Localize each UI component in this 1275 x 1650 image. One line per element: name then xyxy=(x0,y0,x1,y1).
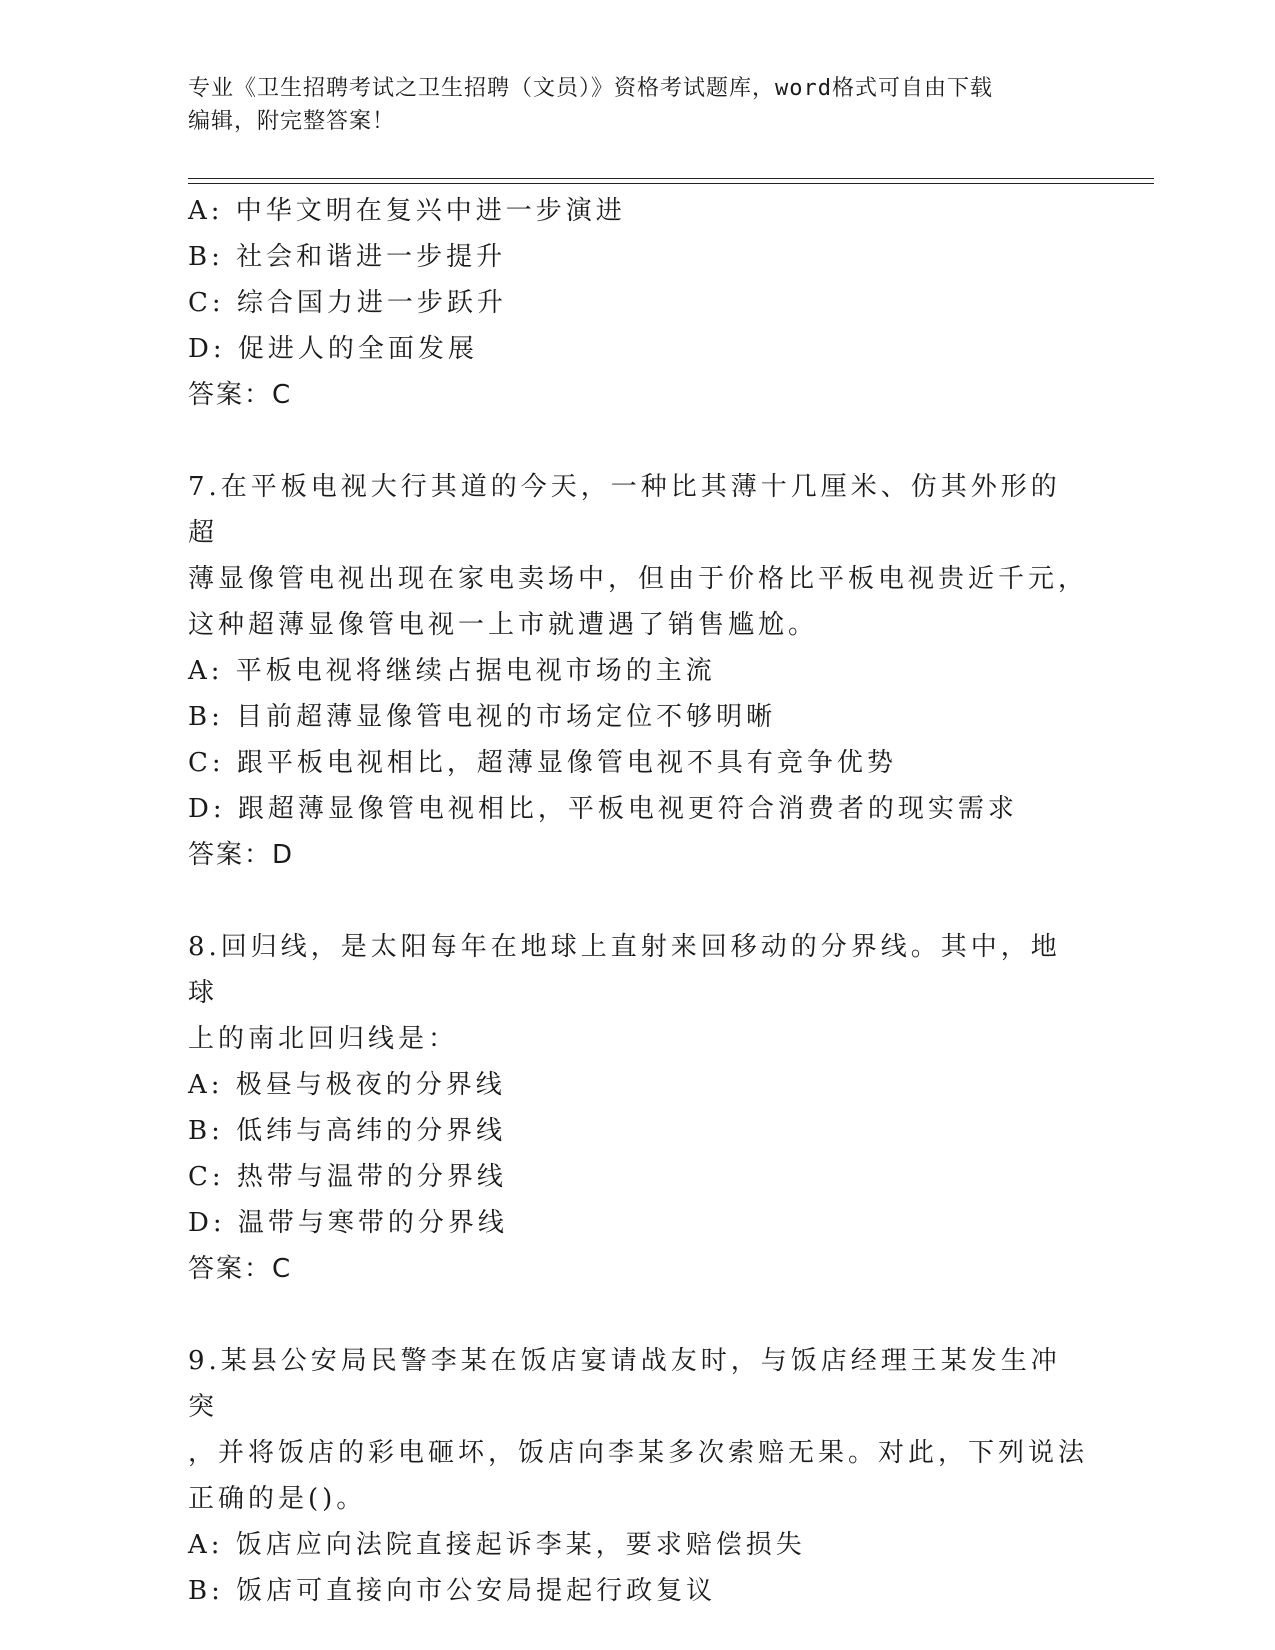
option-a: A: 中华文明在复兴中进一步演进 xyxy=(188,196,626,226)
option-c: C: 热带与温带的分界线 xyxy=(188,1162,507,1192)
answer: 答案：D xyxy=(188,840,295,870)
option-b: B: 饭店可直接向市公安局提起行政复议 xyxy=(188,1576,717,1606)
option-a: A: 饭店应向法院直接起诉李某，要求赔偿损失 xyxy=(188,1530,806,1560)
question-stem-line: 9.某县公安局民警李某在饭店宴请战友时，与饭店经理王某发生冲突 xyxy=(188,1346,1061,1422)
document-header xyxy=(188,72,1068,138)
question-6-block xyxy=(188,188,1088,418)
question-8-block xyxy=(188,924,1088,1292)
option-a: A: 极昼与极夜的分界线 xyxy=(188,1070,506,1100)
option-b: B: 目前超薄显像管电视的市场定位不够明晰 xyxy=(188,702,777,732)
answer: 答案：C xyxy=(188,1254,293,1284)
header-rule-bottom xyxy=(188,183,1154,184)
header-line-1: 专业《卫生招聘考试之卫生招聘（文员）》资格考试题库，word格式可自由下载 xyxy=(188,76,993,101)
option-b: B: 社会和谐进一步提升 xyxy=(188,242,507,272)
question-9-block xyxy=(188,1338,1088,1614)
header-rule-top xyxy=(188,178,1154,179)
question-7-block xyxy=(188,464,1088,878)
option-d: D: 跟超薄显像管电视相比，平板电视更符合消费者的现实需求 xyxy=(188,794,1018,824)
option-d: D: 温带与寒带的分界线 xyxy=(188,1208,508,1238)
document-body xyxy=(188,188,1088,1614)
question-stem-line: 薄显像管电视出现在家电卖场中，但由于价格比平板电视贵近千元， xyxy=(188,564,1089,594)
answer: 答案：C xyxy=(188,380,293,410)
question-stem-line: 正确的是()。 xyxy=(188,1484,367,1514)
option-c: C: 跟平板电视相比，超薄显像管电视不具有竞争优势 xyxy=(188,748,897,778)
question-stem-line: 上的南北回归线是： xyxy=(188,1024,459,1054)
question-stem-line: 7.在平板电视大行其道的今天，一种比其薄十几厘米、仿其外形的超 xyxy=(188,472,1061,548)
option-d: D: 促进人的全面发展 xyxy=(188,334,478,364)
option-c: C: 综合国力进一步跃升 xyxy=(188,288,507,318)
option-a: A: 平板电视将继续占据电视市场的主流 xyxy=(188,656,716,686)
header-line-2: 编辑，附完整答案！ xyxy=(188,109,396,134)
option-b: B: 低纬与高纬的分界线 xyxy=(188,1116,507,1146)
question-stem-line: ，并将饭店的彩电砸坏，饭店向李某多次索赔无果。对此，下列说法 xyxy=(188,1438,1089,1468)
question-stem-line: 8.回归线，是太阳每年在地球上直射来回移动的分界线。其中，地球 xyxy=(188,932,1061,1008)
question-stem-line: 这种超薄显像管电视一上市就遭遇了销售尴尬。 xyxy=(188,610,819,640)
